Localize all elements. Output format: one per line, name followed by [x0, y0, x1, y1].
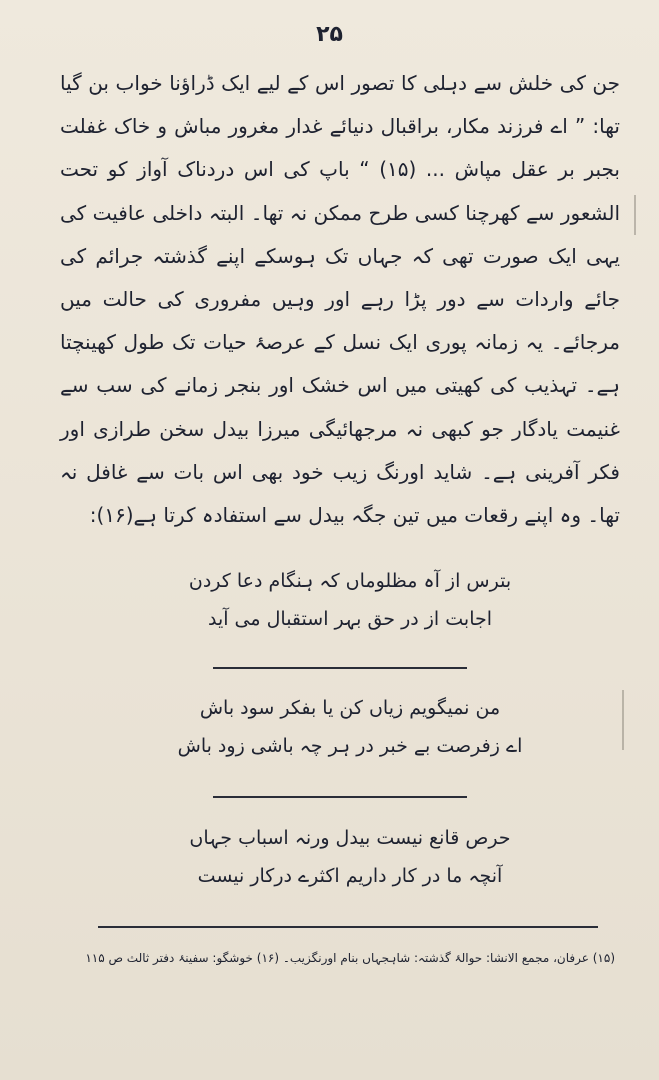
margin-pencil-mark: [634, 195, 636, 235]
verse-couplet-2: [150, 689, 550, 765]
page-number: ۲۵: [316, 22, 343, 47]
footnotes: (۱۵) عرفان، مجمع الانشا: حوالۂ گذشتہ: شاہجہاں بنام اورنگزیب۔ (۱۶) خوشگو: سفینۂ دفتر ثالث ص ۱۱۵: [85, 951, 615, 965]
verse-line: من نمیگویم زیاں کن یا بفکر سود باش: [199, 697, 501, 719]
margin-pencil-mark: [622, 690, 624, 750]
verse-couplet-1: [150, 562, 550, 638]
verse-line: اجابت از در حق بہر استقبال می آید: [207, 608, 493, 630]
body-paragraph: [60, 62, 620, 537]
verse-line: حرص قانع نیست بیدل ورنہ اسباب جہاں: [189, 827, 511, 849]
paragraph-text: جن کی خلش سے دہلی کا تصور اس کے لیے ایک ڈراؤنا خواب بن گیا تھا: ” اے فرزند مکار، براقبال دنیائے غدار مغرور مباش و خاک غفلت بجبر بر عقل مپاش ... (۱۵) “ باپ کی اس دردناک آواز کو تحت الشعور سے کھرچنا کسی طرح ممکن نہ تھا۔ البتہ داخلی عافیت کی یہی ایک صورت تھی کہ جہاں تک ہوسکے اپنے گذشتہ جرائم کی جائے واردات سے دور پڑا رہے اور وہیں مفروری کی حالت میں مرجائے۔ یہ زمانہ پوری ایک نسل کے عرصۂ حیات تک طول کھینچتا ہے۔ تہذیب کی کھیتی میں اس خشک اور بنجر زمانے کی سب سے غنیمت یادگار جو کبھی نہ مرجھائیگی میرزا بیدل سخن طرازی اور فکر آفرینی ہے۔ شاید اورنگ زیب خود بھی اس بات سے غافل نہ تھا۔ وہ اپنے رقعات میں تین جگہ بیدل سے استفادہ کرتا ہے(۱۶):: [60, 71, 621, 528]
verse-divider: [213, 667, 467, 669]
verse-line: آنچہ ما در کار داریم اکثرے درکار نیست: [197, 865, 503, 887]
verse-line: بترس از آہ مظلوماں کہ ہنگام دعا کردن: [188, 570, 512, 592]
footnote-separator: [98, 926, 598, 928]
verse-line: اے زفرصت بے خبر در ہر چہ باشی زود باش: [177, 735, 523, 757]
verse-divider: [213, 796, 467, 798]
verse-couplet-3: [150, 819, 550, 895]
